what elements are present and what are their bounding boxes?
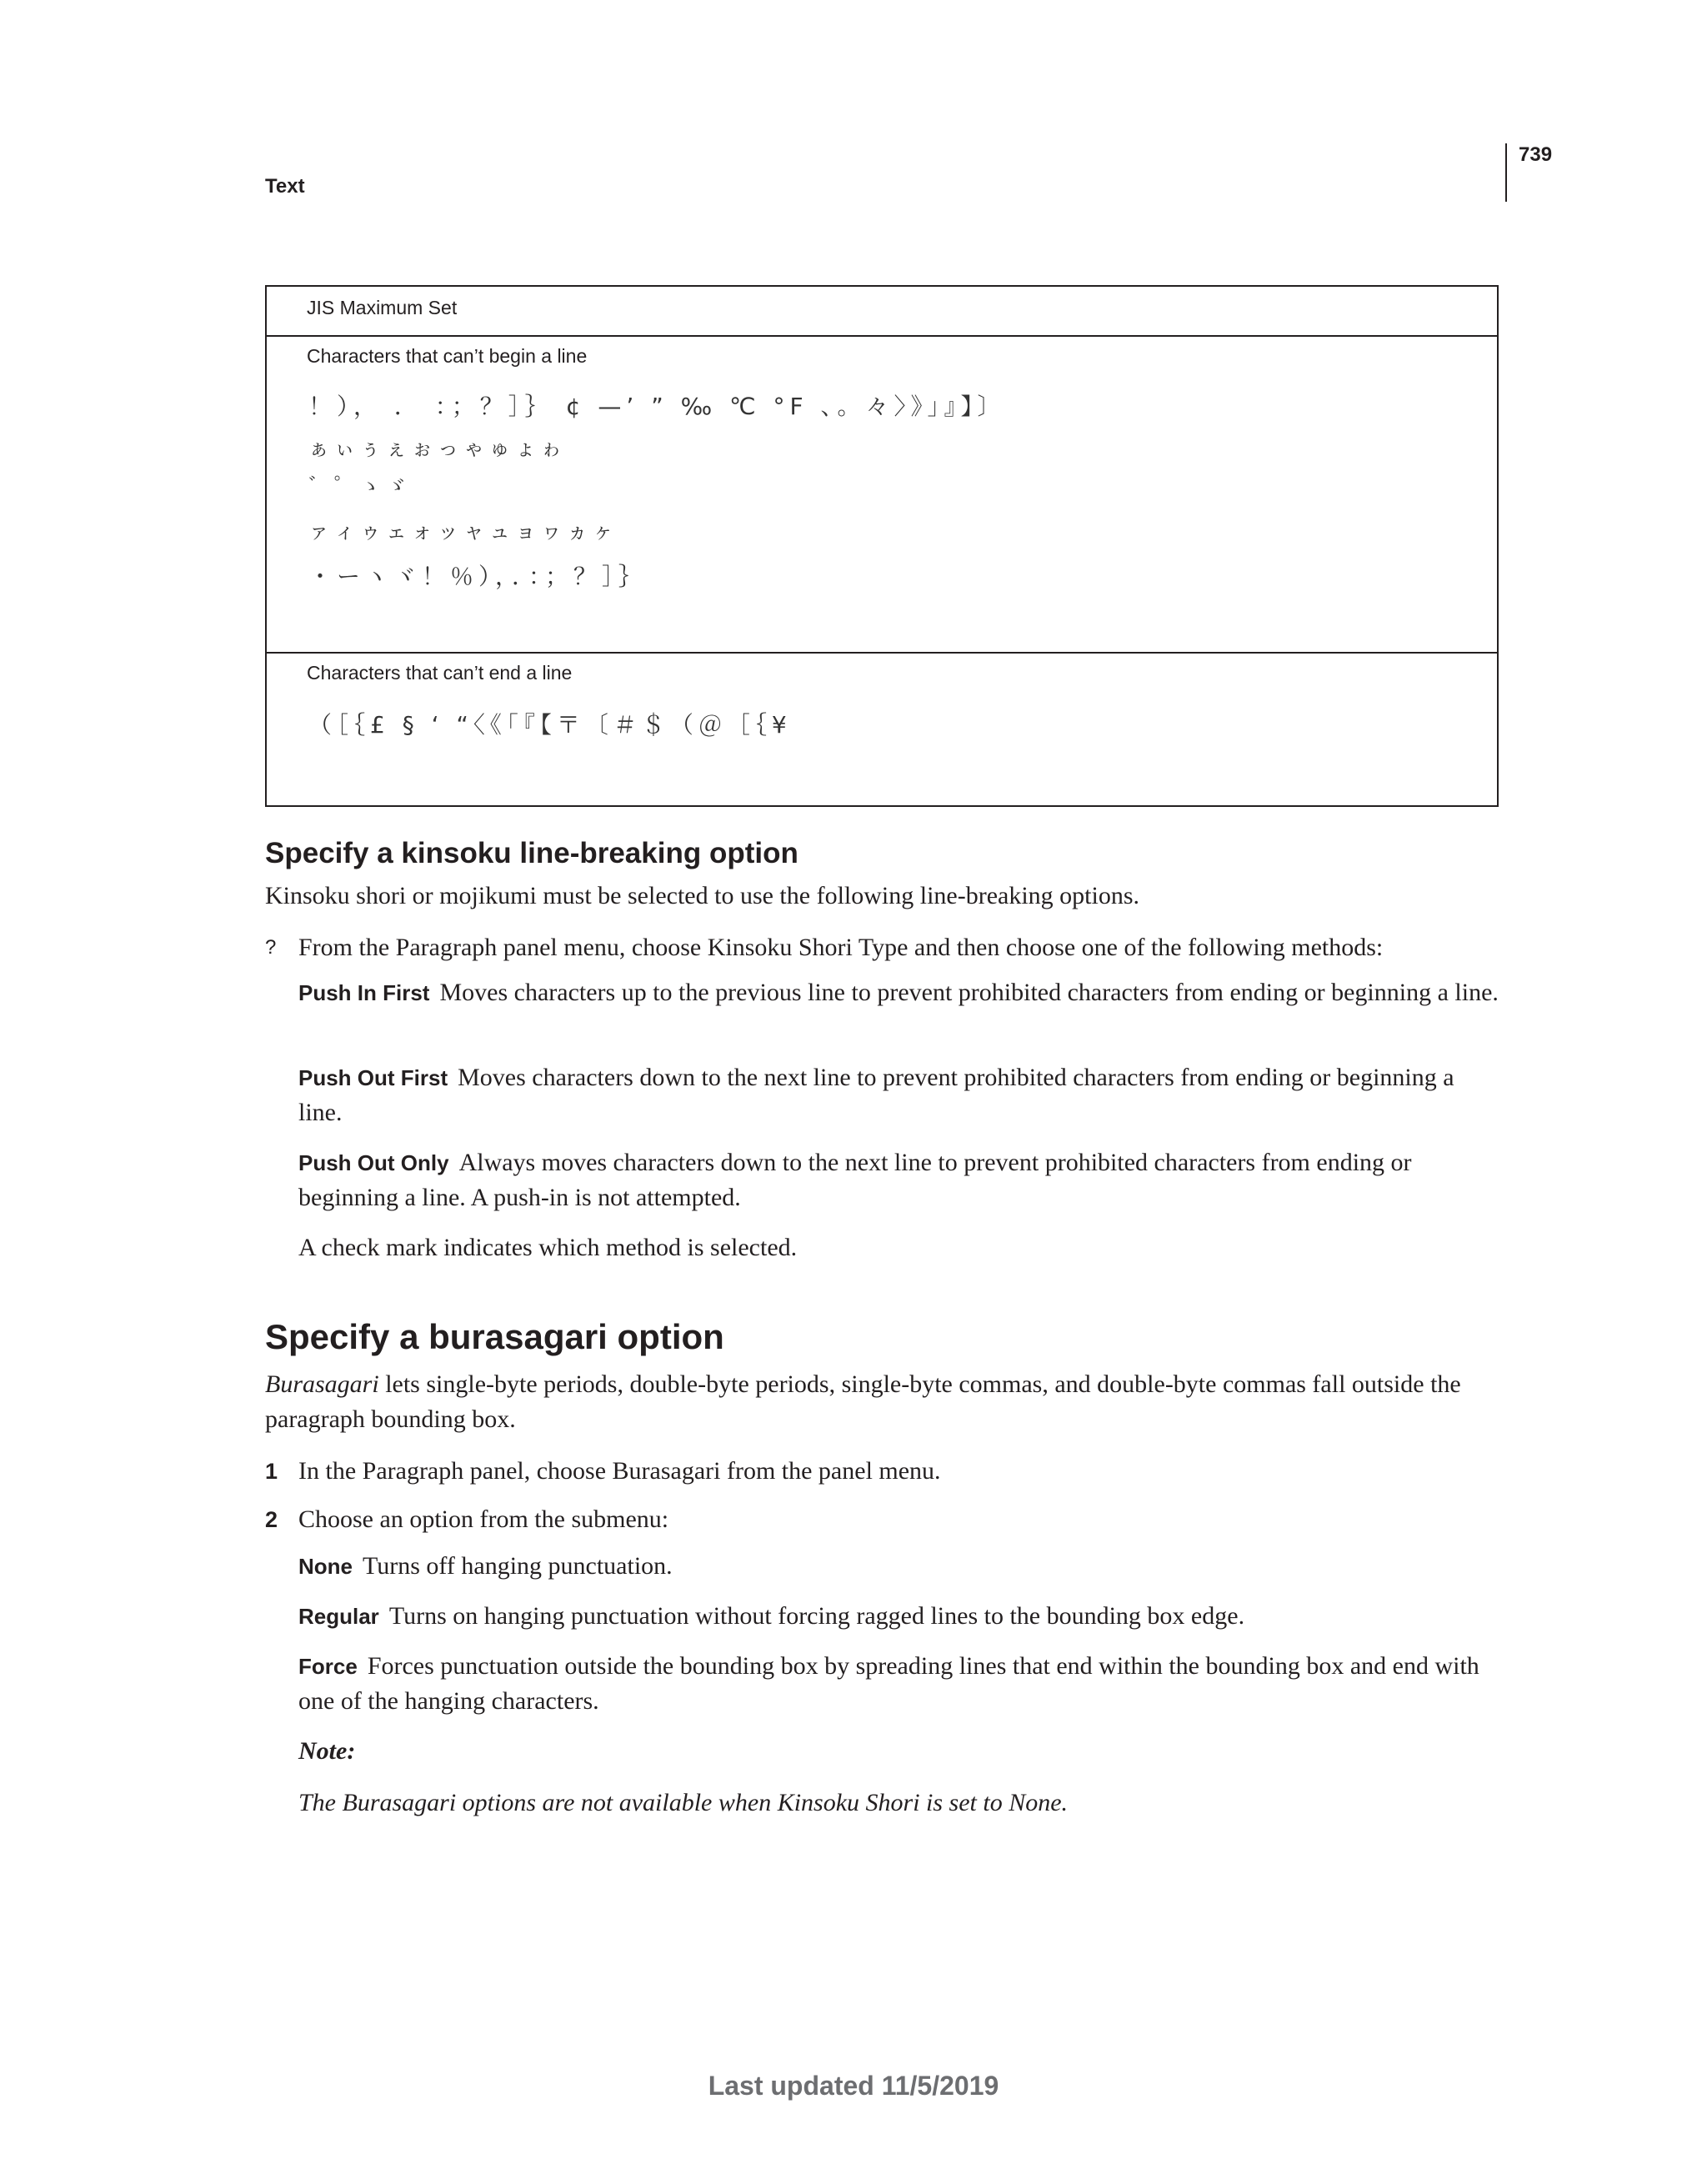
note-label: Note: xyxy=(298,1737,356,1765)
cant-begin-chars-2: ぁぃぅぇぉっゃゅょゎ xyxy=(308,436,568,460)
step-number: 2 xyxy=(265,1507,278,1532)
page-number: 739 xyxy=(1519,143,1553,166)
table-header-row xyxy=(267,287,1497,337)
option-force xyxy=(298,1649,1499,1719)
footer-last-updated: Last updated 11/5/2019 xyxy=(708,2071,999,2101)
step-number: 1 xyxy=(265,1459,278,1484)
option-term: Regular xyxy=(298,1604,379,1629)
table-title: JIS Maximum Set xyxy=(307,297,458,318)
option-regular xyxy=(298,1599,1499,1634)
kinsoku-closing: A check mark indicates which method is selected. xyxy=(298,1234,798,1261)
cant-begin-chars-1: ！）， ． ：；？］｝ ¢ —’ ” ‰ ℃ °F 、。々〉》」』】〕 xyxy=(308,393,1006,420)
option-desc: Turns on hanging punctuation without forcing ragged lines to the bounding box edge. xyxy=(388,1602,1245,1630)
option-term: Push In First xyxy=(298,980,430,1005)
step-marker: ? xyxy=(265,936,277,959)
cant-begin-row xyxy=(267,335,1497,654)
kinsoku-heading: Specify a kinsoku line-breaking option xyxy=(265,837,798,869)
option-desc: Forces punctuation outside the bounding box by spreading lines that end within the bounding box and end with one of the hanging characters. xyxy=(298,1652,1479,1715)
cant-end-row xyxy=(267,652,1497,805)
option-desc: Moves characters up to the previous line to prevent prohibited characters from ending or beginning a line. xyxy=(439,979,1499,1006)
cant-begin-label: Characters that can’t begin a line xyxy=(307,345,588,367)
option-term: Force xyxy=(298,1654,358,1679)
cant-begin-chars-4: ァィゥェォッャュョヮヵヶ xyxy=(308,519,619,543)
option-none xyxy=(298,1549,1499,1584)
burasagari-heading: Specify a burasagari option xyxy=(265,1317,724,1356)
burasagari-intro xyxy=(265,1367,1499,1437)
cant-end-chars: （［｛£ § ‘ “〈《「『【〒〔＃＄（＠［｛¥ xyxy=(308,711,792,739)
option-desc: Turns off hanging punctuation. xyxy=(363,1552,673,1580)
cant-end-label: Characters that can’t end a line xyxy=(307,662,573,684)
burasagari-intro-rest: lets single-byte periods, double-byte periods, single-byte commas, and double-byte commas fall outside the paragraph bounding box. xyxy=(265,1370,1461,1433)
cant-begin-chars-3: ゛゜ゝゞ xyxy=(308,474,413,498)
option-desc: Moves characters down to the next line to prevent prohibited characters from ending or beginning a line. xyxy=(298,1064,1454,1126)
kinsoku-step: From the Paragraph panel menu, choose Kinsoku Shori Type and then choose one of the following methods: xyxy=(298,934,1384,961)
kinsoku-intro: Kinsoku shori or mojikumi must be selected to use the following line-breaking options. xyxy=(265,882,1140,909)
option-push-in-first xyxy=(298,975,1499,1010)
jis-character-table xyxy=(265,285,1499,807)
running-head: Text xyxy=(265,175,305,198)
option-term: None xyxy=(298,1554,353,1579)
header-rule xyxy=(1505,143,1507,202)
note-text: The Burasagari options are not available when Kinsoku Shori is set to None. xyxy=(298,1789,1069,1816)
option-push-out-first xyxy=(298,1060,1499,1130)
burasagari-step-1: In the Paragraph panel, choose Burasagari from the panel menu. xyxy=(298,1457,941,1485)
burasagari-intro-term: Burasagari xyxy=(265,1370,379,1398)
option-push-out-only xyxy=(298,1145,1499,1215)
option-term: Push Out Only xyxy=(298,1150,449,1175)
cant-begin-chars-5: ・ーヽヾ！％），．：；？］｝ xyxy=(308,563,648,590)
option-term: Push Out First xyxy=(298,1065,448,1090)
burasagari-step-2: Choose an option from the submenu: xyxy=(298,1505,669,1533)
option-desc: Always moves characters down to the next line to prevent prohibited characters from ending or beginning a line. A push-in is not attempted. xyxy=(298,1149,1412,1211)
